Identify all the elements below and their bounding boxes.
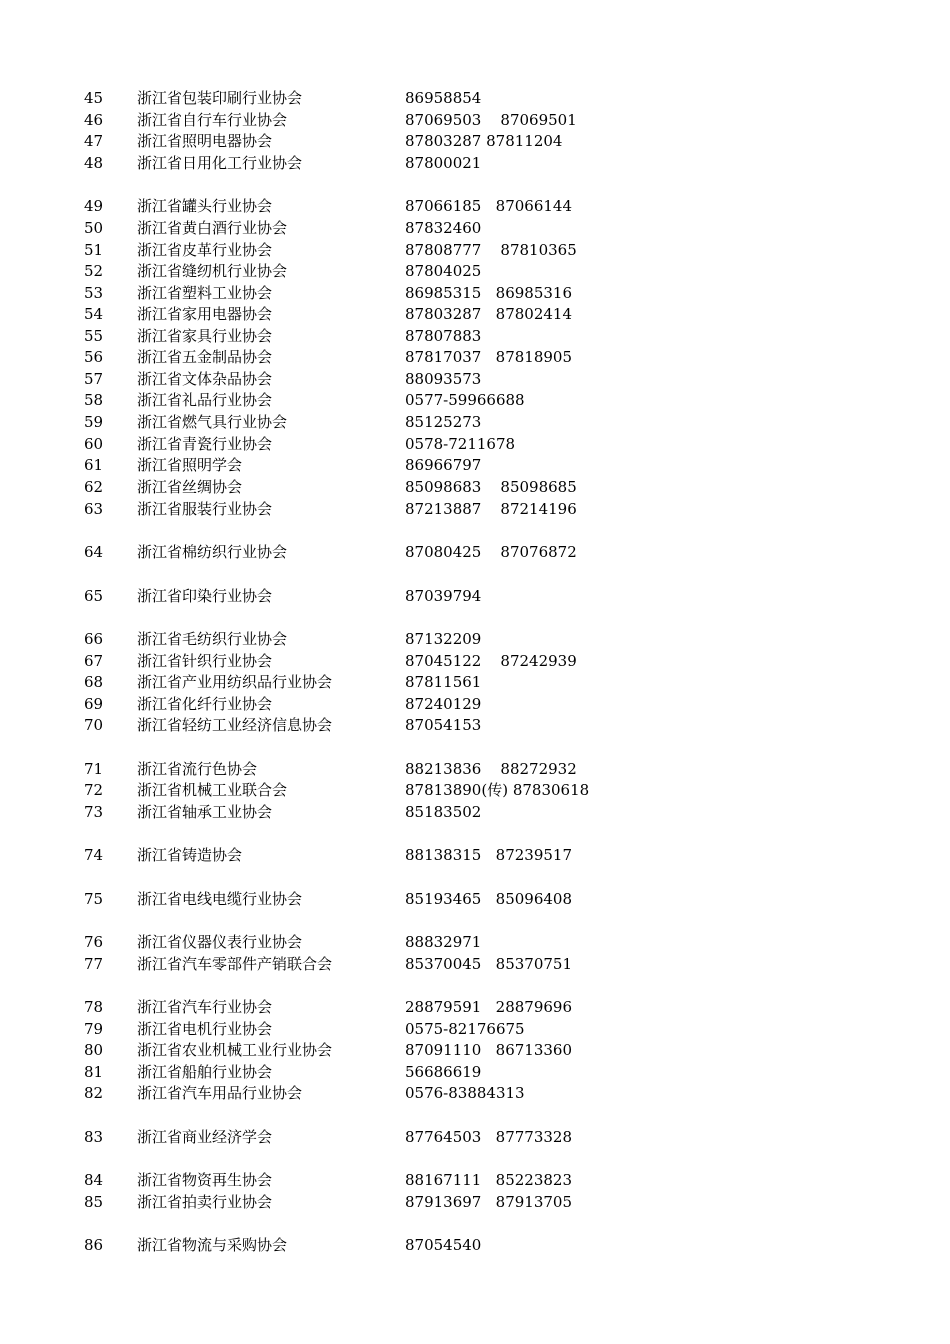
table-row (0, 780, 950, 801)
table-row (0, 651, 950, 672)
table-row (0, 759, 950, 780)
phone-number: 86958854 (405, 89, 482, 107)
phone-number: 87913697 87913705 (405, 1193, 572, 1211)
row-number: 71 (84, 760, 104, 778)
phone-number: 86966797 (405, 456, 482, 474)
row-number: 51 (84, 241, 104, 259)
row-number: 85 (84, 1193, 104, 1211)
association-name: 浙江省商业经济学会 (137, 1128, 273, 1146)
association-name: 浙江省罐头行业协会 (137, 197, 273, 215)
phone-number: 87213887 87214196 (405, 500, 577, 518)
table-row (0, 240, 950, 261)
phone-number: 86985315 86985316 (405, 284, 572, 302)
association-name: 浙江省丝绸协会 (137, 478, 243, 496)
association-name: 浙江省黄白酒行业协会 (137, 219, 288, 237)
association-name: 浙江省毛纺织行业协会 (137, 630, 288, 648)
row-number: 46 (84, 111, 104, 129)
phone-number: 87811561 (405, 673, 482, 691)
row-number: 68 (84, 673, 104, 691)
phone-number: 87054540 (405, 1236, 482, 1254)
table-row (0, 499, 950, 520)
table-row (0, 283, 950, 304)
table-row (0, 88, 950, 109)
association-name: 浙江省包装印刷行业协会 (137, 89, 303, 107)
phone-number: 87066185 87066144 (405, 197, 572, 215)
row-number: 73 (84, 803, 104, 821)
phone-number: 85193465 85096408 (405, 890, 572, 908)
association-name: 浙江省针织行业协会 (137, 652, 273, 670)
association-name: 浙江省棉纺织行业协会 (137, 543, 288, 561)
association-name: 浙江省流行色协会 (137, 760, 258, 778)
table-row (0, 131, 950, 152)
row-number: 72 (84, 781, 104, 799)
table-row (0, 715, 950, 736)
association-name: 浙江省电线电缆行业协会 (137, 890, 303, 908)
association-name: 浙江省产业用纺织品行业协会 (137, 673, 333, 691)
table-row (0, 261, 950, 282)
row-number: 57 (84, 370, 104, 388)
association-name: 浙江省五金制品协会 (137, 348, 273, 366)
phone-number: 87045122 87242939 (405, 652, 577, 670)
table-row (0, 889, 950, 910)
association-name: 浙江省燃气具行业协会 (137, 413, 288, 431)
table-row (0, 326, 950, 347)
table-row (0, 1235, 950, 1256)
association-name: 浙江省轴承工业协会 (137, 803, 273, 821)
row-number: 53 (84, 284, 104, 302)
phone-number: 85183502 (405, 803, 482, 821)
phone-number: 88138315 87239517 (405, 846, 572, 864)
row-number: 79 (84, 1020, 104, 1038)
association-name: 浙江省服装行业协会 (137, 500, 273, 518)
row-number: 48 (84, 154, 104, 172)
row-number: 81 (84, 1063, 104, 1081)
table-row (0, 845, 950, 866)
table-row (0, 347, 950, 368)
phone-number: 87832460 (405, 219, 482, 237)
row-number: 80 (84, 1041, 104, 1059)
table-row (0, 304, 950, 325)
association-name: 浙江省青瓷行业协会 (137, 435, 273, 453)
table-row (0, 390, 950, 411)
row-number: 61 (84, 456, 104, 474)
phone-number: 85370045 85370751 (405, 955, 572, 973)
phone-number: 85098683 85098685 (405, 478, 577, 496)
association-name: 浙江省机械工业联合会 (137, 781, 288, 799)
association-name: 浙江省物流与采购协会 (137, 1236, 288, 1254)
phone-number: 88832971 (405, 933, 482, 951)
phone-number: 0578-7211678 (405, 435, 516, 453)
table-row (0, 455, 950, 476)
association-name: 浙江省汽车零部件产销联合会 (137, 955, 333, 973)
association-name: 浙江省家用电器协会 (137, 305, 273, 323)
table-row (0, 434, 950, 455)
table-row (0, 1040, 950, 1061)
table-row (0, 694, 950, 715)
phone-number: 0577-59966688 (405, 391, 525, 409)
phone-number: 85125273 (405, 413, 482, 431)
phone-number: 87803287 87802414 (405, 305, 572, 323)
phone-number: 87240129 (405, 695, 482, 713)
phone-number: 28879591 28879696 (405, 998, 572, 1016)
phone-number: 88167111 85223823 (405, 1171, 572, 1189)
association-name: 浙江省物资再生协会 (137, 1171, 273, 1189)
association-name: 浙江省汽车行业协会 (137, 998, 273, 1016)
association-name: 浙江省印染行业协会 (137, 587, 273, 605)
phone-number: 0575-82176675 (405, 1020, 525, 1038)
table-row (0, 412, 950, 433)
phone-number: 87808777 87810365 (405, 241, 577, 259)
row-number: 56 (84, 348, 104, 366)
row-number: 60 (84, 435, 104, 453)
table-row (0, 196, 950, 217)
row-number: 59 (84, 413, 104, 431)
row-number: 55 (84, 327, 104, 345)
association-name: 浙江省皮革行业协会 (137, 241, 273, 259)
row-number: 67 (84, 652, 104, 670)
table-row (0, 629, 950, 650)
table-row (0, 1127, 950, 1148)
table-row (0, 954, 950, 975)
phone-number: 87804025 (405, 262, 482, 280)
row-number: 77 (84, 955, 104, 973)
association-name: 浙江省礼品行业协会 (137, 391, 273, 409)
association-name: 浙江省文体杂品协会 (137, 370, 273, 388)
row-number: 62 (84, 478, 104, 496)
row-number: 65 (84, 587, 104, 605)
row-number: 83 (84, 1128, 104, 1146)
table-row (0, 110, 950, 131)
table-row (0, 153, 950, 174)
row-number: 52 (84, 262, 104, 280)
association-name: 浙江省缝纫机行业协会 (137, 262, 288, 280)
phone-number: 88213836 88272932 (405, 760, 577, 778)
row-number: 58 (84, 391, 104, 409)
table-row (0, 369, 950, 390)
phone-number: 87800021 (405, 154, 482, 172)
row-number: 75 (84, 890, 104, 908)
association-name: 浙江省照明学会 (137, 456, 243, 474)
phone-number: 87764503 87773328 (405, 1128, 572, 1146)
row-number: 54 (84, 305, 104, 323)
row-number: 86 (84, 1236, 104, 1254)
association-name: 浙江省家具行业协会 (137, 327, 273, 345)
table-row (0, 477, 950, 498)
phone-number: 56686619 (405, 1063, 482, 1081)
phone-number: 87039794 (405, 587, 482, 605)
table-row (0, 542, 950, 563)
association-name: 浙江省塑料工业协会 (137, 284, 273, 302)
row-number: 69 (84, 695, 104, 713)
association-name: 浙江省化纤行业协会 (137, 695, 273, 713)
phone-number: 87080425 87076872 (405, 543, 577, 561)
row-number: 49 (84, 197, 104, 215)
table-row (0, 1083, 950, 1104)
phone-number: 88093573 (405, 370, 482, 388)
phone-number: 87091110 86713360 (405, 1041, 572, 1059)
association-name: 浙江省仪器仪表行业协会 (137, 933, 303, 951)
row-number: 84 (84, 1171, 104, 1189)
association-name: 浙江省农业机械工业行业协会 (137, 1041, 333, 1059)
row-number: 70 (84, 716, 104, 734)
table-row (0, 586, 950, 607)
row-number: 45 (84, 89, 104, 107)
row-number: 47 (84, 132, 104, 150)
row-number: 76 (84, 933, 104, 951)
association-name: 浙江省日用化工行业协会 (137, 154, 303, 172)
association-name: 浙江省汽车用品行业协会 (137, 1084, 303, 1102)
row-number: 63 (84, 500, 104, 518)
table-row (0, 218, 950, 239)
table-row (0, 997, 950, 1018)
phone-number: 87803287 87811204 (405, 132, 563, 150)
association-name: 浙江省船舶行业协会 (137, 1063, 273, 1081)
table-row (0, 1062, 950, 1083)
association-name: 浙江省照明电器协会 (137, 132, 273, 150)
row-number: 78 (84, 998, 104, 1016)
phone-number: 87813890(传) 87830618 (405, 781, 590, 799)
table-row (0, 1192, 950, 1213)
table-row (0, 1170, 950, 1191)
phone-number: 87817037 87818905 (405, 348, 572, 366)
phone-number: 87069503 87069501 (405, 111, 577, 129)
phone-number: 87054153 (405, 716, 482, 734)
phone-number: 0576-83884313 (405, 1084, 525, 1102)
row-number: 74 (84, 846, 104, 864)
table-row (0, 932, 950, 953)
association-name: 浙江省自行车行业协会 (137, 111, 288, 129)
association-name: 浙江省铸造协会 (137, 846, 243, 864)
table-row (0, 802, 950, 823)
phone-number: 87132209 (405, 630, 482, 648)
table-row (0, 672, 950, 693)
row-number: 66 (84, 630, 104, 648)
association-name: 浙江省电机行业协会 (137, 1020, 273, 1038)
table-row (0, 1019, 950, 1040)
row-number: 64 (84, 543, 104, 561)
phone-number: 87807883 (405, 327, 482, 345)
association-name: 浙江省轻纺工业经济信息协会 (137, 716, 333, 734)
row-number: 82 (84, 1084, 104, 1102)
row-number: 50 (84, 219, 104, 237)
association-name: 浙江省拍卖行业协会 (137, 1193, 273, 1211)
